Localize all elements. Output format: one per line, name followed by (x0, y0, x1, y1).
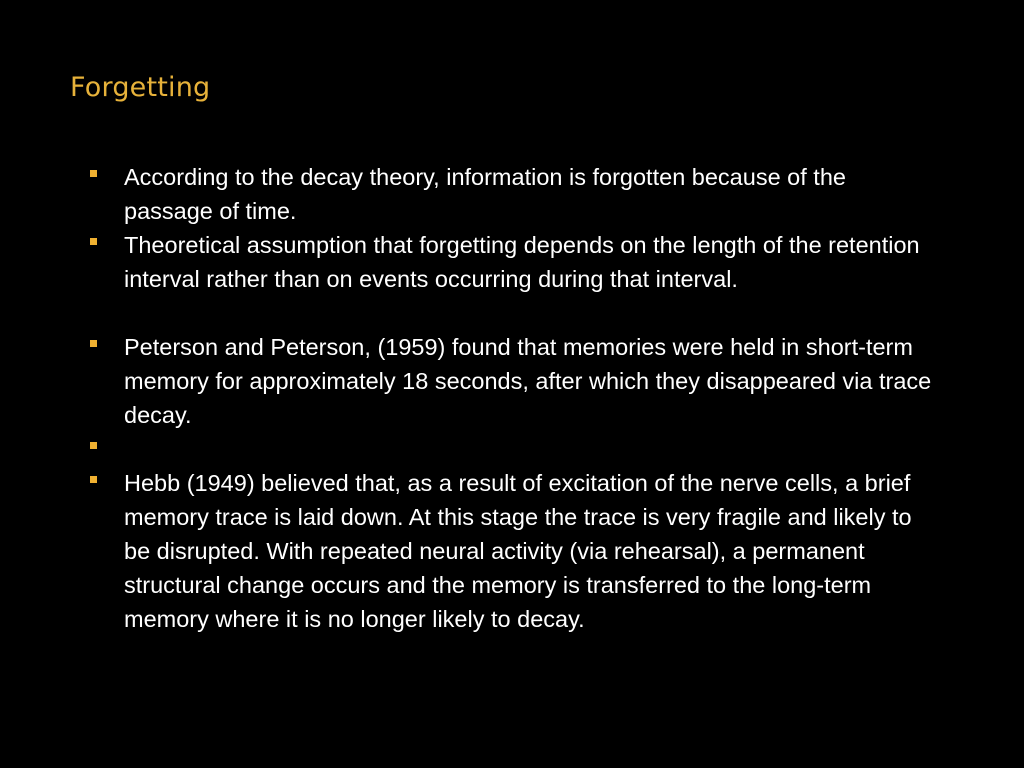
bullet-text: Hebb (1949) believed that, as a result of excitation of the nerve cells, a brief memory trace is laid down. At this stage the trace is very fragile and likely to be disrupted. With repeated neural activity (via rehearsal), a permanent structural change occurs and the memory is transferred to the long-term memory where it is no longer likely to decay. (124, 470, 912, 632)
square-bullet-icon (90, 170, 97, 177)
square-bullet-icon (90, 340, 97, 347)
bullet-item (88, 228, 938, 296)
bullet-item (88, 330, 938, 432)
title-bar (0, 0, 1024, 160)
slide-title: Forgetting (70, 72, 211, 103)
slide-content (0, 160, 1024, 768)
square-bullet-icon (90, 238, 97, 245)
bullet-item (88, 160, 938, 228)
bullet-text: Theoretical assumption that forgetting depends on the length of the retention interval rather than on events occurring during that interval. (124, 232, 920, 292)
square-bullet-icon (90, 442, 97, 449)
bullet-text: Peterson and Peterson, (1959) found that memories were held in short-term memory for approximately 18 seconds, after which they disappeared via trace decay. (124, 334, 932, 428)
spacer (88, 296, 938, 330)
bullet-text: According to the decay theory, information is forgotten because of the passage of time. (124, 164, 846, 224)
bullet-list (88, 160, 938, 636)
bullet-item-empty (88, 432, 938, 466)
square-bullet-icon (90, 476, 97, 483)
bullet-item (88, 466, 938, 636)
